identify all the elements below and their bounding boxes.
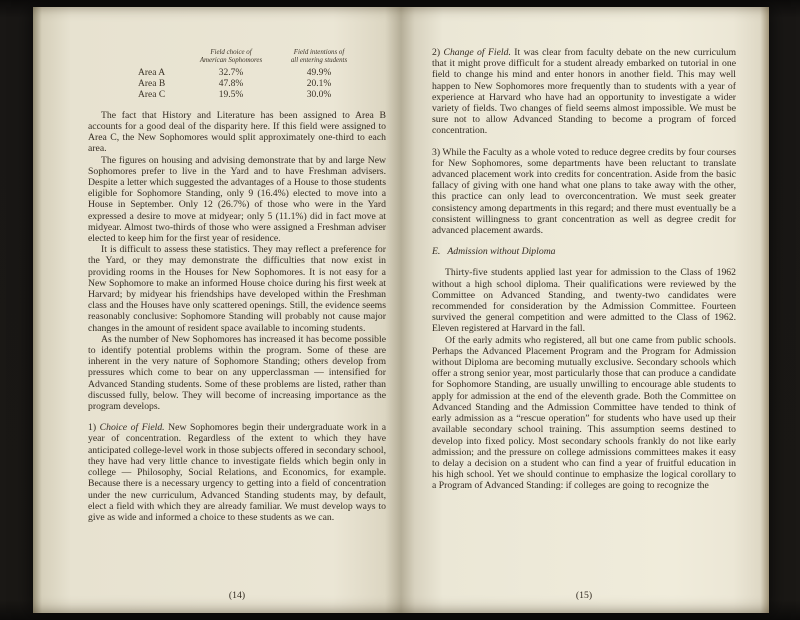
table-row: [138, 68, 366, 79]
numbered-item-2: [432, 47, 736, 137]
section-title: Admission without Diploma: [447, 246, 556, 258]
page-number-left: (14): [228, 590, 246, 601]
table-row: [138, 90, 366, 101]
paragraph: It is difficult to assess these statistics. They may reflect a preference for the Yard, or they may demonstrate the difficulties that now exist in providing rooms in the Houses for New Sophomores. It is not easy for a New Sophomore to make an informed House choice during his first week at Harvard; by midyear his friendships have developed within the Freshman class and the Houses have only scattered openings. Still, the evidence seems reasonably conclusive: Sophomore Standing will probably not cause major changes in the amount of resident space available to incoming students.: [88, 244, 386, 334]
page-left: [88, 47, 386, 523]
book-spread: [33, 7, 769, 613]
item-title: Choice of Field.: [99, 422, 165, 434]
row-value-1: 47.8%: [218, 78, 244, 89]
table-col1-header: Field choice of American Sophomores: [199, 49, 263, 64]
table-col2-header: Field intentions of all entering students: [290, 49, 348, 64]
item-text: It was clear from faculty debate on the new curriculum that it might prove difficult for a student already embarked on tutorial in one field to change his mind and enter honors in another field. This may well happen to New Sophomores more frequently than to students with a year of experience at Harvard who have had an opportunity to investigate a wider variety of fields. Two changes of field seems almost impossible. We must be sure not to allow Advanced Standing to become a program of forced concentration.: [432, 47, 737, 137]
paragraph: As the number of New Sophomores has increased it has become possible to identify potential problems within the program. Some of these are inherent in the very nature of Sophomore Standing; others develop from pressures which come to bear on any upperclassman — intensified for Advanced Standing students. Some of these problems are listed, rather than discussed fully, below. They will become of increasing importance as the program develops.: [88, 333, 386, 413]
field-choice-table: [138, 49, 366, 101]
section-letter: E.: [432, 246, 441, 258]
row-value-1: 19.5%: [218, 89, 244, 100]
paragraph: Of the early admits who registered, all but one came from public schools. Perhaps the Advanced Placement Program and the Program for Admission without Diploma are becoming mutually exclusive. Secondary schools which offer a strong senior year, most particularly those that can produce a candidate for Sophomore Standing, are usually unwilling to encourage able students to apply for admission at the end of the eleventh grade. Both the Committee on Advanced Standing and the Admission Committee have tended to think of early admission as a “rescue operation” for students who have used up their available secondary school training. This assumption seems destined to develop into fixed policy. Most secondary schools frankly do not like early admission; and the pressure on college admissions committees makes it easy to delay a decision on a student who can find a year of fruitful education in his high school. Yet we should continue to emphasize the logical corollary to a Program of Advanced Standing: if colleges are going to recognize the: [432, 334, 736, 492]
item-text: New Sophomores begin their undergraduate work in a year of concentration. Regardless of the extent to which they have anticipated college-level work in those subjects offered in secondary school, they have had very little chance to investigate fields which begin only in college — Philosophy, Social Relations, and Economics, for example. Because there is a necessary urgency to getting into a field of concentration under the new curriculum, Advanced Standing students may, by default, elect a field with which they are already familiar. We must develop ways to give as wide and informed a choice to these students as we can.: [88, 422, 387, 523]
numbered-item-3: 3) While the Faculty as a whole voted to reduce degree credits by four courses for New Sophomores, some departments have been reluctant to translate advanced placement work into credits for concentration. Aside from the basic fallacy of giving with one hand what one plans to take away with the other, this practice can only lead to overconcentration. We must seek greater consistency among departments in this regard; and there must eventually be a consistent willingness to grant concentration as well as degree credit for advanced placement awards.: [432, 146, 736, 237]
row-label: Area C: [138, 89, 166, 100]
paragraph: The fact that History and Literature has been assigned to Area B accounts for a good deal of the disparity here. If this field were assigned to Area C, the New Sophomores would split approximately one-third to each area.: [88, 109, 386, 155]
paragraph: The figures on housing and advising demonstrate that by and large New Sophomores prefer to live in the Yard and to have Freshman advisers. Despite a letter which suggested the advantages of a House to those students eligible for Sophomore Standing, only 9 (16.4%) elected to move into a House in September. Only 12 (26.7%) of those who were in the Yard expressed a desire to move at midyear; only 5 (11.1%) did in fact move at midyear. Almost two-thirds of those who were assigned a Freshman adviser elected to keep him for the first year of residence.: [88, 154, 386, 245]
page-number-right: (15): [575, 590, 593, 601]
item-number: 2): [432, 47, 441, 58]
paragraph: Thirty-five students applied last year for admission to the Class of 1962 without a high school diploma. Their qualifications were reviewed by the Committee on Advanced Standing, and twenty-two candidates were recommended for consideration by the Admission Committee. Fourteen survived the general competition and were admitted to the Class of 1962. Eleven registered at Harvard in the fall.: [432, 267, 736, 335]
table-row: [138, 79, 366, 90]
item-title: Change of Field.: [443, 47, 511, 58]
row-value-2: 49.9%: [306, 67, 332, 78]
table-header-row: [138, 49, 366, 66]
row-value-2: 20.1%: [306, 78, 332, 89]
numbered-item-1: [88, 422, 386, 523]
page-right: [432, 47, 736, 492]
section-heading: [432, 246, 736, 257]
item-number: 1): [88, 422, 97, 434]
row-value-2: 30.0%: [306, 89, 332, 100]
row-value-1: 32.7%: [218, 67, 244, 78]
row-label: Area A: [138, 67, 166, 78]
row-label: Area B: [138, 78, 166, 89]
